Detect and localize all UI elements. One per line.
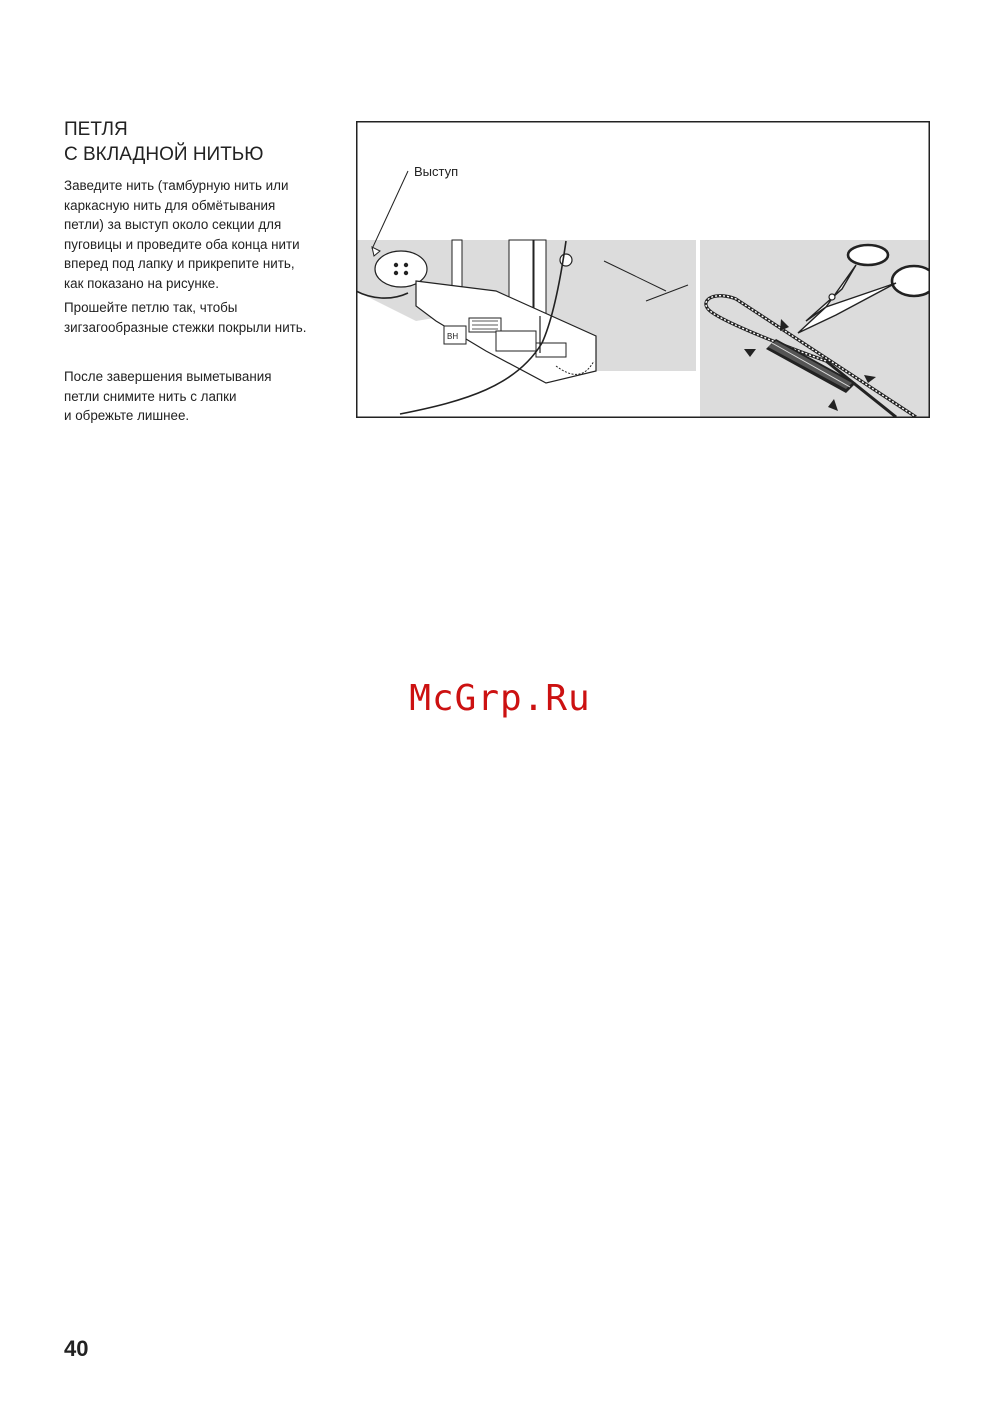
illustration-svg (356, 121, 930, 418)
section-title-line-1: ПЕТЛЯ (64, 119, 128, 140)
text-line: и обрежьте лишнее. (64, 408, 190, 423)
callout-label: Выступ (414, 164, 459, 179)
finished-buttonhole-illustration (700, 240, 930, 417)
instruction-paragraph-2 (64, 298, 349, 337)
instruction-paragraph-3 (64, 367, 349, 426)
text-line: каркасную нить для обмётывания (64, 197, 276, 213)
section-title-line-2: С ВКЛАДНОЙ НИТЬЮ (64, 144, 264, 165)
text-line: петли) за выступ около секции для (64, 217, 282, 232)
section-title (64, 117, 263, 167)
text-line: зигзагообразные стежки покрыли нить. (64, 319, 307, 335)
text-line: вперед под лапку и прикрепите нить, (64, 256, 295, 271)
page-number: 40 (64, 1336, 89, 1361)
watermark: McGrp.Ru (409, 678, 591, 719)
illustration-figure (356, 121, 930, 418)
foot-mark: BH (447, 332, 459, 341)
text-line: Прошейте петлю так, чтобы (64, 300, 238, 315)
text-line: После завершения выметывания (64, 369, 272, 384)
text-line: как показано на рисунке. (64, 275, 219, 291)
instruction-paragraph-1 (64, 176, 349, 293)
text-line: Заведите нить (тамбурную нить или (64, 178, 289, 193)
text-line: пуговицы и проведите оба конца нити (64, 236, 300, 252)
text-line: петли снимите нить с лапки (64, 388, 237, 404)
